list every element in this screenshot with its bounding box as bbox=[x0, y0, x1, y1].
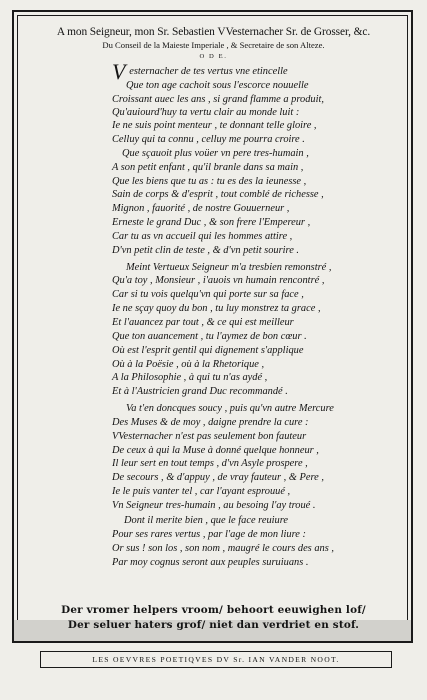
verse-text: esternacher de tes vertus vne etincelle bbox=[129, 66, 288, 77]
ode-label: O D E. bbox=[199, 53, 228, 60]
verse-text: Dont il merite bien , que le face reuiure bbox=[124, 515, 288, 526]
verse-line bbox=[0, 262, 427, 274]
verse-line bbox=[0, 331, 427, 343]
verse-line bbox=[0, 458, 427, 470]
verse-line bbox=[0, 120, 427, 132]
verse-text: Des Muses & de moy , daigne prendre la cure : bbox=[112, 417, 309, 428]
verse-line bbox=[0, 148, 427, 160]
verse-text: Qu'auiourd'huy ta vertu clair au monde luit : bbox=[112, 107, 300, 118]
verse-line bbox=[0, 515, 427, 527]
verse-line bbox=[0, 543, 427, 555]
verse-text: Or sus ! son los , son nom , maugré le cours des ans , bbox=[112, 543, 334, 554]
verse-text: Et l'auancez par tout , & ce qui est meilleur bbox=[112, 317, 294, 328]
verse-line bbox=[0, 176, 427, 188]
verse-line bbox=[0, 303, 427, 315]
verse-text: Où est l'esprit gentil qui dignement s'applique bbox=[112, 345, 304, 356]
dedication-subline: Du Conseil de la Maieste Imperiale , & Secretaire de son Alteze. bbox=[102, 40, 325, 50]
verse-line bbox=[0, 386, 427, 398]
running-title: LES OEVVRES POETIQVES DV Sr. IAN VANDER NOOT. bbox=[40, 651, 392, 668]
drop-cap: V bbox=[112, 59, 126, 84]
verse-line bbox=[0, 317, 427, 329]
verse-line bbox=[0, 431, 427, 443]
verse-text: Meint Vertueux Seigneur m'a tresbien remonstré , bbox=[126, 262, 332, 273]
motto-line-2: Der seluer haters grof/ niet dan verdriet en stof. bbox=[67, 619, 360, 631]
verse-text: Mignon , fauorité , de nostre Gouuerneur , bbox=[112, 203, 290, 214]
verse-line bbox=[0, 445, 427, 457]
verse-text: De secours , & d'appuy , de vray fauteur , & Pere , bbox=[112, 472, 324, 483]
verse-text: Ie le puis vanter tel , car l'ayant esprouué , bbox=[112, 486, 291, 497]
verse-text: Croissant auec les ans , si grand flamme a produit, bbox=[112, 94, 324, 105]
verse-line bbox=[0, 359, 427, 371]
verse-line bbox=[0, 345, 427, 357]
verse-text: A la Philosophie , à qui tu n'as aydé , bbox=[112, 372, 268, 383]
verse-text: Où à la Poësie , où à la Rhetorique , bbox=[112, 359, 265, 370]
verse-text: Car si tu vois quelqu'vn qui porte sur sa face , bbox=[112, 289, 304, 300]
verse-text: D'vn petit clin de teste , & d'vn petit sourire . bbox=[112, 245, 300, 256]
verse-line bbox=[0, 134, 427, 146]
verse-text: Car tu as vn accueil qui les hommes attire , bbox=[112, 231, 293, 242]
verse-text: Que les biens que tu as : tu es des la ieunesse , bbox=[112, 176, 307, 187]
verse-text: Que sçauoit plus voüer vn pere tres-humain , bbox=[122, 148, 309, 159]
verse-text: A son petit enfant , qu'il branle dans sa main , bbox=[112, 162, 304, 173]
verse-line bbox=[0, 189, 427, 201]
verse-line bbox=[0, 289, 427, 301]
verse-text: Ie ne sçay quoy du bon , tu luy monstrez ta grace , bbox=[112, 303, 321, 314]
verse-line bbox=[0, 529, 427, 541]
verse-line bbox=[0, 231, 427, 243]
verse-line bbox=[0, 486, 427, 498]
verse-text: Et à l'Austricien grand Duc recommandé . bbox=[112, 386, 288, 397]
verse-line bbox=[0, 217, 427, 229]
verse-line bbox=[0, 80, 427, 92]
verse-text: Sain de corps & d'esprit , tout comblé de richesse , bbox=[112, 189, 324, 200]
verse-line bbox=[0, 66, 427, 78]
verse-line bbox=[0, 472, 427, 484]
verse-line bbox=[0, 403, 427, 415]
verse-line bbox=[0, 500, 427, 512]
verse-line bbox=[0, 245, 427, 257]
verse-text: Que ton auancement , tu l'aymez de bon cœur . bbox=[112, 331, 307, 342]
verse-text: De ceux à qui la Muse à donné quelque honneur , bbox=[112, 445, 319, 456]
verse-line bbox=[0, 107, 427, 119]
verse-text: Que ton age cachoit sous l'escorce nouuelle bbox=[126, 80, 309, 91]
verse-text: Par moy cognus seront aux peuples suruiuans . bbox=[112, 557, 309, 568]
verse-text: Il leur sert en tout temps , d'vn Asyle prospere , bbox=[112, 458, 308, 469]
verse-line bbox=[0, 275, 427, 287]
motto-line-1: Der vromer helpers vroom/ behoort eeuwighen lof/ bbox=[61, 604, 366, 616]
verse-line bbox=[0, 372, 427, 384]
dedication-heading: A mon Seigneur, mon Sr. Sebastien VVesternacher Sr. de Grosser, &c. bbox=[56, 26, 371, 38]
verse-text: Celluy qui ta connu , celluy me pourra croire . bbox=[112, 134, 305, 145]
verse-line bbox=[0, 203, 427, 215]
verse-text: Vn Seigneur tres-humain , au besoing l'ay troué . bbox=[112, 500, 316, 511]
verse-text: Erneste le grand Duc , & son frere l'Empereur , bbox=[112, 217, 311, 228]
verse-line bbox=[0, 94, 427, 106]
verse-text: VVesternacher n'est pas seulement bon fauteur bbox=[112, 431, 307, 442]
verse-text: Va t'en doncques soucy , puis qu'vn autre Mercure bbox=[126, 403, 334, 414]
verse-line bbox=[0, 417, 427, 429]
verse-text: Pour ses rares vertus , par l'age de mon liure : bbox=[112, 529, 306, 540]
verse-line bbox=[0, 557, 427, 569]
verse-text: Ie ne suis point menteur , te donnant telle gloire , bbox=[112, 120, 317, 131]
verse-text: Qu'a toy , Monsieur , i'auois vn humain rencontré , bbox=[112, 275, 325, 286]
verse-line bbox=[0, 162, 427, 174]
